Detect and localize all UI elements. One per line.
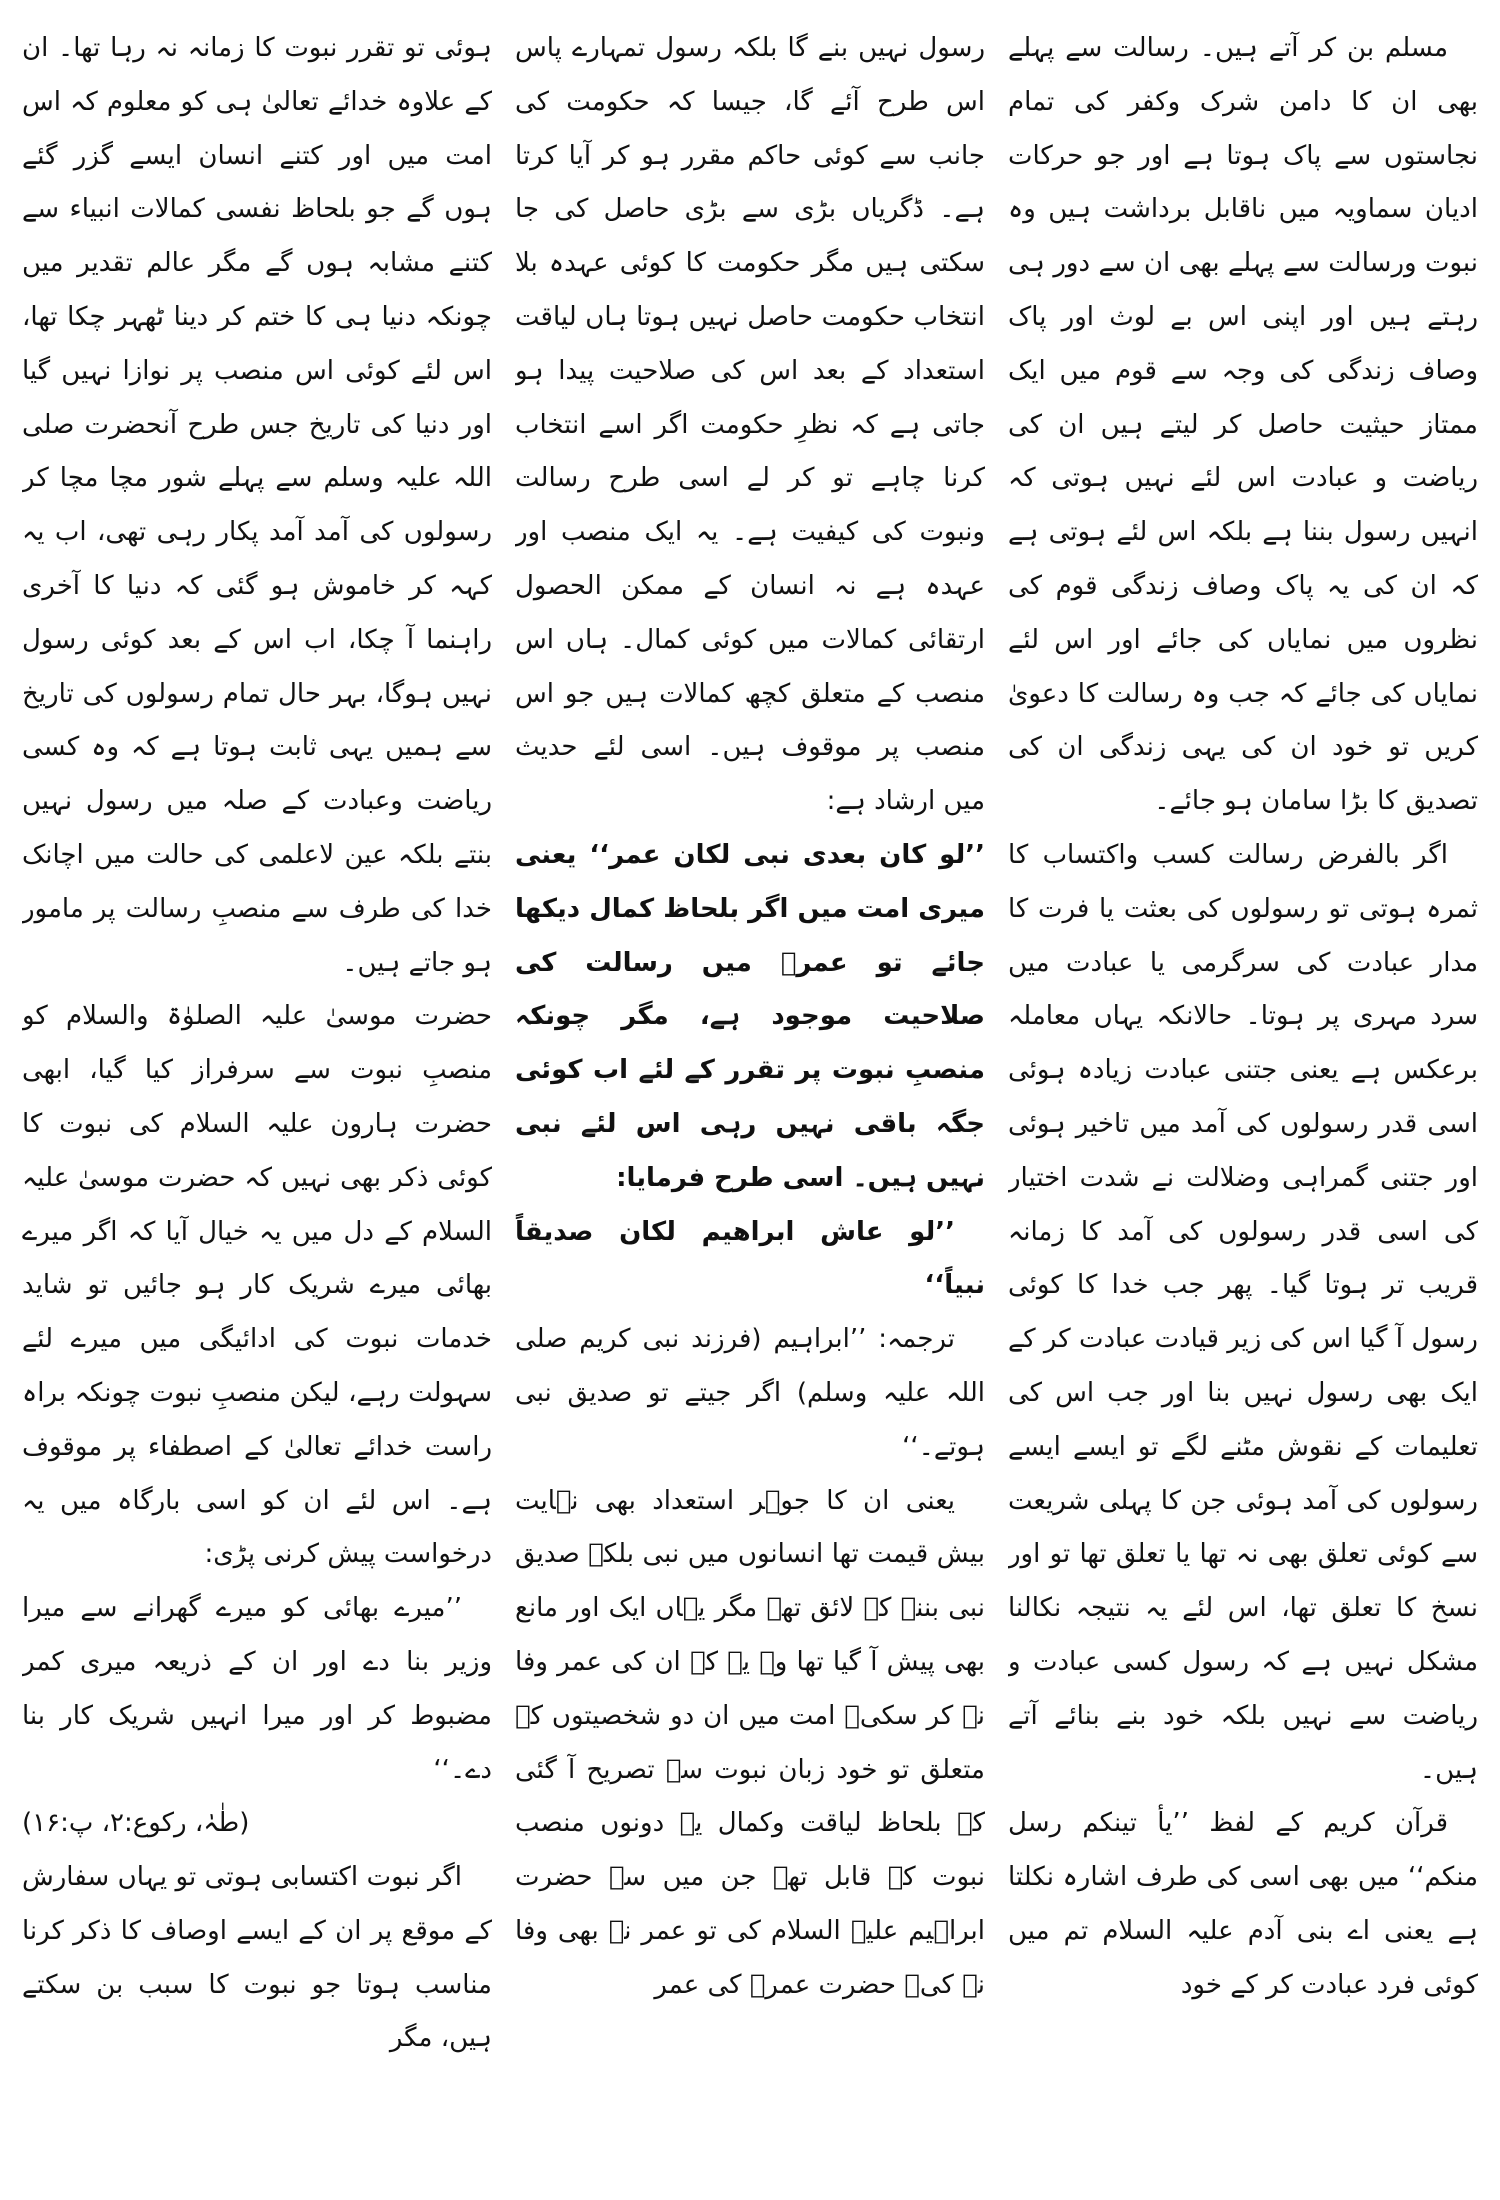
- paragraph: قرآن کریم کے لفظ ’’یأ تینکم رسل منکم‘‘ میں بھی اسی کی طرف اشارہ نکلتا ہے یعنی اے بنی آدم علیہ السلام تم میں کوئی فرد عبادت کر کے خود: [1008, 1808, 1478, 2000]
- hadith-quote: ’’لو عاش ابراھیم لکان صدیقاً نبیاً‘‘: [515, 1216, 985, 1301]
- text-column-middle: [515, 22, 985, 2178]
- paragraph: حضرت موسیٰ علیہ الصلوٰۃ والسلام کو منصبِ نبوت سے سرفراز کیا گیا، ابھی حضرت ہارون علیہ السلام کی نبوت کا کوئی ذکر بھی نہیں کہ حضرت موسیٰ علیہ السلام کے دل میں یہ خیال آیا کہ اگر میرے بھائی میرے شریک کار ہو جائیں تو شاید خدمات نبوت کی ادائیگی میں میرے لئے سہولت رہے، لیکن منصبِ نبوت چونکہ براہ راست خدائے تعالیٰ کے اصطفاء پر موقوف ہے۔ اس لئے ان کو اسی بارگاہ میں یہ درخواست پیش کرنی پڑی:: [22, 1001, 492, 1570]
- paragraph: یعنی ان کا جوہر استعداد بھی نہایت بیش قیمت تھا انسانوں میں نبی بلکہ صدیق نبی بننے کے لائق تھے مگر یہاں ایک اور مانع بھی پیش آ گیا تھا وہ یہ کہ ان کی عمر وفا نہ کر سکی۔ امت میں ان دو شخصیتوں کے متعلق تو خود زبان نبوت سے تصریح آ گئی کہ بلحاظ لیاقت وکمال یہ دونوں منصب نبوت کے قابل تھے جن میں سے حضرت ابراہیم علیہ السلام کی تو عمر نے بھی وفا نہ کی۔ حضرت عمرؓ کی عمر: [515, 1485, 985, 2000]
- text-column-right: [1008, 22, 1478, 2178]
- paragraph: اگر بالفرض رسالت کسب واکتساب کا ثمرہ ہوتی تو رسولوں کی بعثت یا فرت کا مدار عبادت کی سرگرمی یا عبادت میں سرد مہری پر ہوتا۔ حالانکہ یہاں معاملہ برعکس ہے یعنی جتنی عبادت زیادہ ہوئی اسی قدر رسولوں کی آمد میں تاخیر ہوئی اور جتنی گمراہی وضلالت نے شدت اختیار کی اسی قدر رسولوں کی آمد کا زمانہ قریب تر ہوتا گیا۔ پھر جب خدا کا کوئی رسول آ گیا اس کی زیر قیادت عبادت کر کے ایک بھی رسول نہیں بنا اور جب اس کی تعلیمات کے نقوش مٹنے لگے تو ایسے ایسے رسولوں کی آمد ہوئی جن کا پہلی شریعت سے کوئی تعلق بھی نہ تھا یا تعلق تھا تو اور نسخ کا تعلق تھا، اس لئے یہ نتیجہ نکالنا مشکل نہیں ہے کہ رسول کسی عبادت و ریاضت سے نہیں بلکہ خود بنے بنائے آتے ہیں۔: [1008, 839, 1478, 1785]
- translation-paragraph: ترجمہ: ’’ابراہیم (فرزند نبی کریم صلی اللہ علیہ وسلم) اگر جیتے تو صدیق نبی ہوتے۔‘‘: [515, 1324, 985, 1462]
- paragraph: ہوئی تو تقرر نبوت کا زمانہ نہ رہا تھا۔ ان کے علاوہ خدائے تعالیٰ ہی کو معلوم کہ اس امت میں اور کتنے انسان ایسے گزر گئے ہوں گے جو بلحاظ نفسی کمالات انبیاء سے کتنے مشابہ ہوں گے مگر عالم تقدیر میں چونکہ دنیا ہی کا ختم کر دینا ٹھہر چکا تھا، اس لئے کوئی اس منصب پر نوازا نہیں گیا اور دنیا کی تاریخ جس طرح آنحضرت صلی اللہ علیہ وسلم سے پہلے شور مچا مچا کر رسولوں کی آمد آمد پکار رہی تھی، اب یہ کہہ کر خاموش ہو گئی کہ دنیا کا آخری راہنما آ چکا، اب اس کے بعد کوئی رسول نہیں ہوگا، بہر حال تمام رسولوں کی تاریخ سے ہمیں یہی ثابت ہوتا ہے کہ وہ کسی ریاضت وعبادت کے صلہ میں رسول نہیں بنتے بلکہ عین لاعلمی کی حالت میں اچانک خدا کی طرف سے منصبِ رسالت پر مامور ہو جاتے ہیں۔: [22, 33, 492, 978]
- paragraph: اگر نبوت اکتسابی ہوتی تو یہاں سفارش کے موقع پر ان کے ایسے اوصاف کا ذکر کرنا مناسب ہوتا جو نبوت کا سبب بن سکتے ہیں، مگر: [22, 1862, 492, 2054]
- hadith-quote: ’’لو کان بعدی نبی لکان عمر‘‘ یعنی میری امت میں اگر بلحاظ کمال دیکھا جائے تو عمرؓ میں رسالت کی صلاحیت موجود ہے، مگر چونکہ منصبِ نبوت پر تقرر کے لئے اب کوئی جگہ باقی نہیں رہی اس لئے نبی نہیں ہیں۔ اسی طرح فرمایا:: [515, 839, 985, 1193]
- quran-reference: (طٰہٰ، رکوع:۲، پ:۱۶): [22, 1808, 250, 1839]
- paragraph: رسول نہیں بنے گا بلکہ رسول تمہارے پاس اس طرح آئے گا، جیسا کہ حکومت کی جانب سے کوئی حاکم مقرر ہو کر آیا کرتا ہے۔ ڈگریاں بڑی سے بڑی حاصل کی جا سکتی ہیں مگر حکومت کا کوئی عہدہ بلا انتخاب حکومت حاصل نہیں ہوتا ہاں لیاقت استعداد کے بعد اس کی صلاحیت پیدا ہو جاتی ہے کہ نظرِ حکومت اگر اسے انتخاب کرنا چاہے تو کر لے اسی طرح رسالت ونبوت کی کیفیت ہے۔ یہ ایک منصب اور عہدہ ہے نہ انسان کے ممکن الحصول ارتقائی کمالات میں کوئی کمال۔ ہاں اس منصب کے متعلق کچھ کمالات ہیں جو اس منصب پر موقوف ہیں۔ اسی لئے حدیث میں ارشاد ہے:: [515, 33, 985, 817]
- article-page: [22, 22, 1478, 2178]
- paragraph: مسلم بن کر آتے ہیں۔ رسالت سے پہلے بھی ان کا دامن شرک وکفر کی تمام نجاستوں سے پاک ہوتا ہے اور جو حرکات ادیان سماویہ میں ناقابل برداشت ہیں وہ نبوت ورسالت سے پہلے بھی ان سے دور ہی رہتے ہیں اور اپنی اس بے لوث اور پاک وصاف زندگی کی وجہ سے قوم میں ایک ممتاز حیثیت حاصل کر لیتے ہیں ان کی ریاضت و عبادت اس لئے نہیں ہوتی کہ انہیں رسول بننا ہے بلکہ اس لئے ہوتی ہے کہ ان کی یہ پاک وصاف زندگی قوم کی نظروں میں نمایاں کی جائے اور اس لئے نمایاں کی جائے کہ جب وہ رسالت کا دعویٰ کریں تو خود ان کی یہی زندگی ان کی تصدیق کا بڑا سامان ہو جائے۔: [1008, 33, 1478, 817]
- quran-quote: ’’میرے بھائی کو میرے گھرانے سے میرا وزیر بنا دے اور ان کے ذریعہ میری کمر مضبوط کر اور میرا انہیں شریک کار بنا دے۔‘‘: [22, 1593, 492, 1785]
- text-column-left: [22, 22, 492, 2178]
